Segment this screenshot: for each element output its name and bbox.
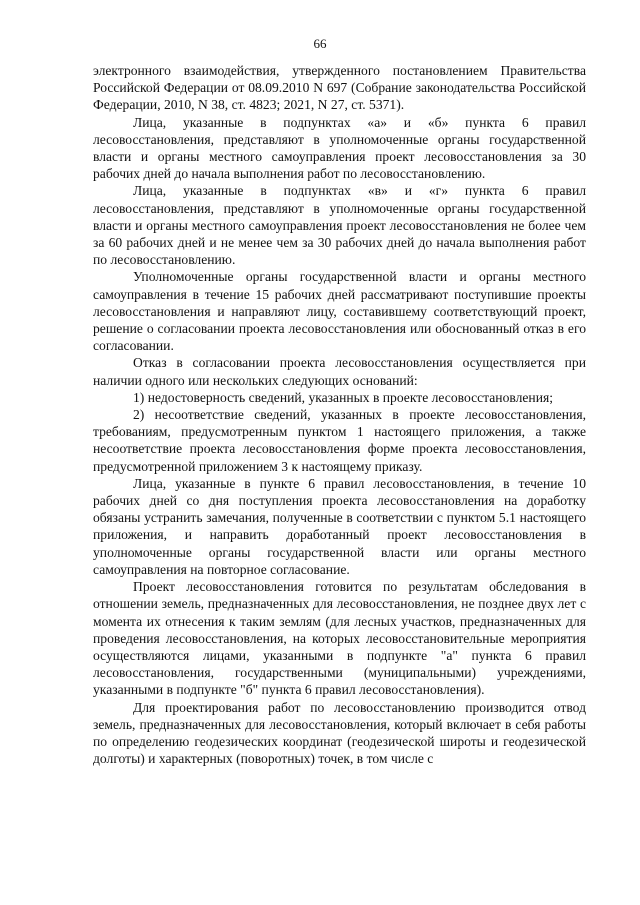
paragraph-2: Лица, указанные в подпунктах «а» и «б» пункта 6 правил лесовосстановления, представляют в уполномоченные органы государственной власти и органы местного самоуправления проект лесовосстановления за 30 рабочих дней до начала выполнения работ по лесовосстановлению. <box>93 114 586 182</box>
paragraph-7: Проект лесовосстановления готовится по результатам обследования в отношении земель, предназначенных для лесовосстановления, не позднее двух лет с момента их отнесения к таким землям (для лесных участков, предназначенных для проведения лесовосстановления, на которых лесовосстановительные мероприятия осуществляются лицами, указанными в подпункте "а" пункта 6 правил лесовосстановления, государственными (муниципальными) учреждениями, указанными в подпункте "б" пункта 6 правил лесовосстановления). <box>93 579 586 698</box>
paragraph-8: Для проектирования работ по лесовосстановлению производится отвод земель, предназначенных для лесовосстановления, который включает в себя работы по определению геодезических координат (геодезической широты и геодезической долготы) и характерных (поворотных) точек, в том числе с <box>93 699 586 767</box>
paragraph-4: Уполномоченные органы государственной власти и органы местного самоуправления в течение 15 рабочих дней рассматривают поступившие проекты лесовосстановления и направляют лицу, составившему соответствующий проект, решение о согласовании проекта лесовосстановления или обоснованный отказ в его согласовании. <box>93 269 586 354</box>
paragraph-3: Лица, указанные в подпунктах «в» и «г» пункта 6 правил лесовосстановления, представляют в уполномоченные органы государственной власти и органы местного самоуправления проект лесовосстановления не более чем за 60 рабочих дней и не менее чем за 30 рабочих дней до начала выполнения работ по лесовосстановлению. <box>93 183 586 268</box>
document-body <box>93 62 586 767</box>
list-item-2: 2) несоответствие сведений, указанных в проекте лесовосстановления, требованиям, предусмотренным пунктом 1 настоящего приложения, а также несоответствие проекта лесовосстановления форме проекта лесовосстановления, предусмотренной приложением 3 к настоящему приказу. <box>93 407 586 474</box>
paragraph-1-continuation: электронного взаимодействия, утвержденного постановлением Правительства Российской Федерации от 08.09.2010 N 697 (Собрание законодательства Российской Федерации, 2010, N 38, ст. 4823; 2021, N 27, ст. 5371). <box>93 63 586 113</box>
page-number: 66 <box>313 36 327 51</box>
paragraph-6: Лица, указанные в пункте 6 правил лесовосстановления, в течение 10 рабочих дней со дня поступления проекта лесовосстановления на доработку обязаны устранить замечания, полученные в соответствии с пунктом 5.1 настоящего приложения, и направить доработанный проект лесовосстановления в уполномоченные органы государственной власти или органы местного самоуправления на повторное согласование. <box>93 475 586 577</box>
paragraph-5: Отказ в согласовании проекта лесовосстановления осуществляется при наличии одного или нескольких следующих оснований: <box>93 355 586 388</box>
list-item-1: 1) недостоверность сведений, указанных в проекте лесовосстановления; <box>133 389 553 405</box>
